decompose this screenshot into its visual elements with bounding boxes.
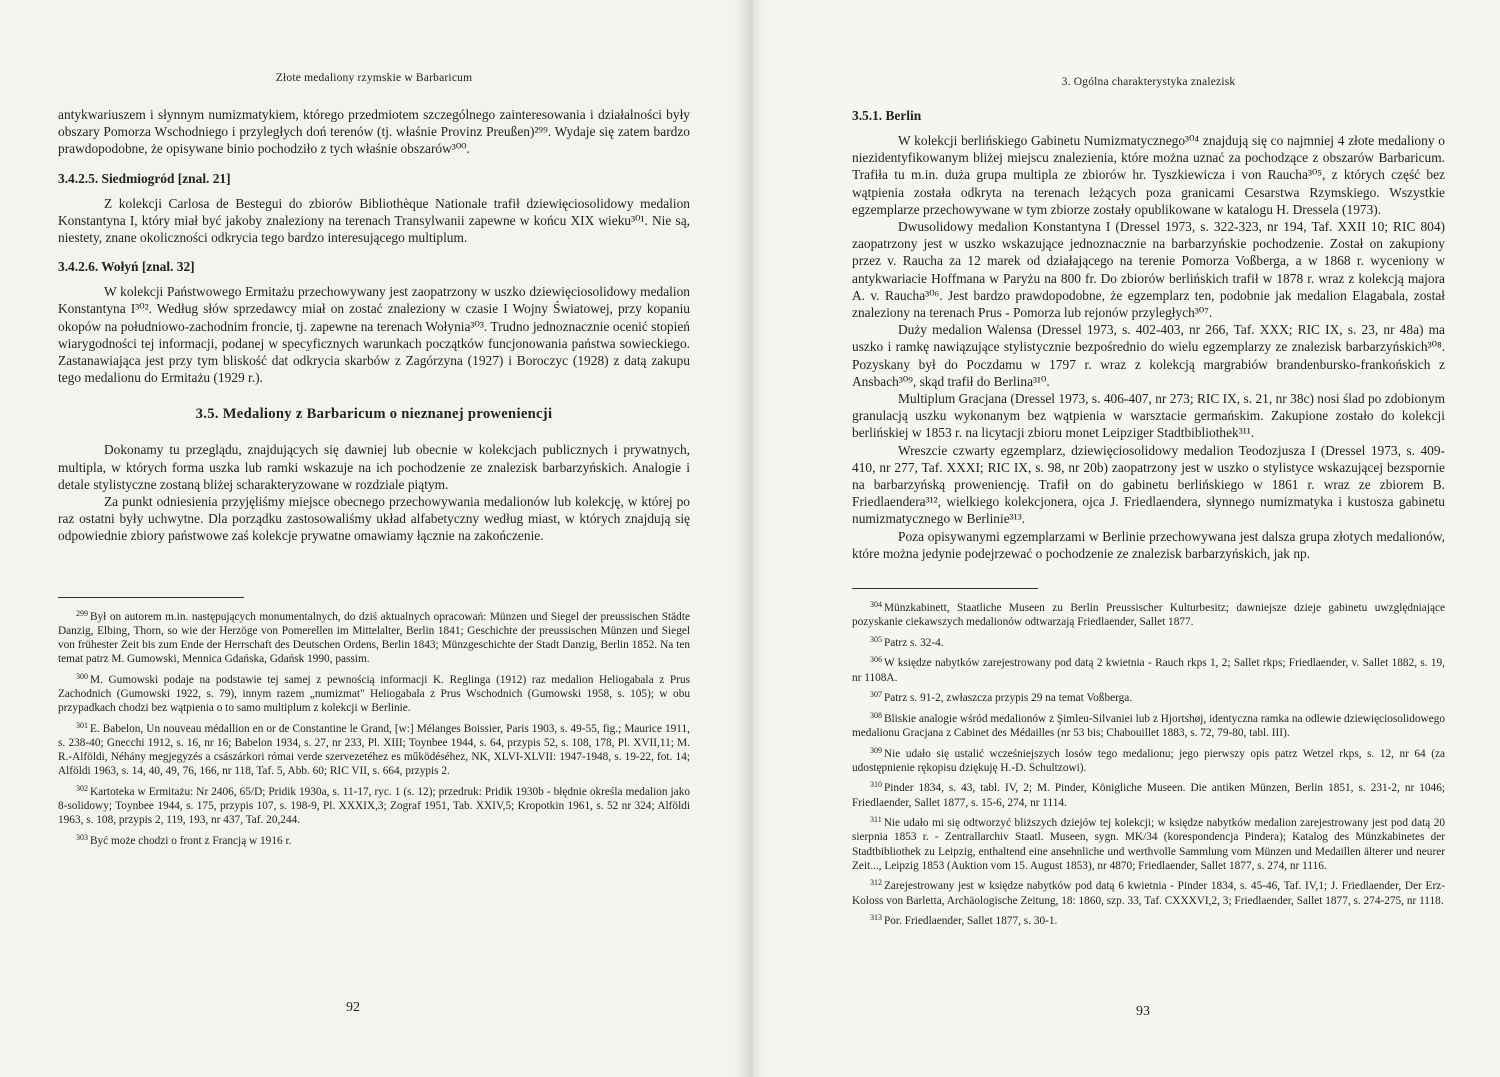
left-chapter-heading: 3.5. Medaliony z Barbaricum o nieznanej proweniencji: [195, 406, 553, 423]
left-heading-siedmiogrod: 3.4.2.5. Siedmiogród [znal. 21]: [58, 170, 231, 186]
page-number-right: 93: [1136, 1004, 1150, 1019]
left-heading-wolyn: 3.4.2.6. Wołyń [znal. 32]: [58, 259, 195, 275]
right-paragraph-1: W kolekcji berlińskiego Gabinetu Numizmatycznego³⁰⁴ znajdują się co najmniej 4 złote medaliony o niezidentyfikowanym bliżej miejscu znalezienia, które można uznać za pochodzące z obszarów Barbaricum. Trafiła tu m.in. duża grupa multipla ze zbiorów hr. Tyszkiewicza i von Raucha³⁰⁵, z których część bez wątpienia została odkryta na terenach leżących poza granicami Cesarstwa Rzymskiego. Wszystkie egzemplarze przechowywane w tym zbiorze zostały opublikowane w katalogu H. Dressela (1973).: [852, 133, 1445, 217]
left-paragraph-1: antykwariuszem i słynnym numizmatykiem, którego przedmiotem szczególnego zainteresowania i działalności były obszary Pomorza Wschodniego i przyległych doń terenów (tj. właśnie Provinz Preußen)²⁹⁹. Wydaje się zatem bardzo prawdopodobne, że opisywane binio pochodziło z tych właśnie obszarów³⁰⁰.: [58, 107, 690, 157]
right-paragraph-2: Dwusolidowy medalion Konstantyna I (Dressel 1973, s. 322-323, nr 194, Taf. XXII 10; RIC 804) zaopatrzony jest w uszko wskazujące jednoznacznie na barbarzyńskie pochodzenie. Został on zakupiony przez v. Raucha za 12 marek od działającego na terenie Pomorza Voßberga, a w 1868 r. wyceniony w antykwariacie Hoffmana w Paryżu na 800 fr. Do zbiorów berlińskich trafił w 1878 r. wraz z kolekcją majora A. v. Raucha³⁰⁶. Jest bardzo prawdopodobne, że egzemplarz ten, podobnie jak medalion Elagabala, został znaleziony na terenach Prus - Pomorza lub rejonów przyległych³⁰⁷.: [852, 219, 1445, 321]
page-number-left: 92: [346, 1000, 360, 1015]
book-gutter: [735, 0, 767, 1077]
footnote: $^{300}$ M. Gumowski podaje na podstawie tej samej z pewnością informacji K. Reglinga (1912) raz medalion Heliogabala z Prus Zachodnich (Gumowski 1922, s. 79), innym razem „numizmat" Heliogabala z Prus Wschodnich (Gumowski 1958, s. 105); w obu przypadkach chodzi bez wątpienia o to samo multiplum z kolekcji w Berlinie.: [58, 671, 690, 715]
footnote: $^{308}$ Bliskie analogie wśród medalionów z Şimleu-Silvaniei lub z Hjortshøj, identyczna ramka na odlewie dziewięciosolidowego medalionu Gracjana z Cabinet des Médailles (nr 53 bis; Chabouillet 1883, s. 72, 79-80, tabl. III).: [852, 710, 1445, 740]
left-paragraph-3: W kolekcji Państwowego Ermitażu przechowywany jest zaopatrzony w uszko dziewięciosolidowy medalion Konstantyna I³⁰². Według słów sprzedawcy miał on zostać znaleziony w czasie I Wojny Światowej, przy kopaniu okopów na południowo-zachodnim froncie, tj. zapewne na terenach Wołynia³⁰³. Trudno jednoznacznie ocenić stopień wiarygodności tej informacji, podanej w specyficznych warunkach początków funcjonowania państwa sowieckiego. Zastanawiająca jest przy tym bliskość dat odkrycia skarbów z Zagórzyna (1927) i Boroczyc (1928) z datą zakupu tego medalionu do Ermitażu (1929 r.).: [58, 284, 690, 386]
footnote: $^{310}$ Pinder 1834, s. 43, tabl. IV, 2; M. Pinder, Königliche Museen. Die antiken Münzen, Berlin 1851, s. 231-2, nr 1046; Friedlaender, Sallet 1877, s. 15-6, 274, nr 1114.: [852, 780, 1445, 809]
right-paragraph-5: Wreszcie czwarty egzemplarz, dziewięciosolidowy medalion Teodozjusza I (Dressel 1973, s. 409-410, nr 277, Taf. XXXI; RIC IX, s. 98, nr 20b) zaopatrzony jest w uszko o stylistyce wskazującej bezspornie na barbarzyńską proweniencję. Trafił on do gabinetu berlińskiego w 1861 r. wraz ze zbiorem B. Friedlaendera³¹², wielkiego kolekcjonera, ojca J. Friedlaendera, słynnego numizmatyka i kustosza gabinetu numizmatycznego w Berlinie³¹³.: [852, 442, 1445, 527]
right-paragraph-6: Poza opisywanymi egzemplarzami w Berlinie przechowywana jest dalsza grupa złotych medalionów, które można jedynie podejrzewać o pochodzenie ze znalezisk barbarzyńskich, jak np.: [852, 528, 1445, 561]
footnote-rule: [58, 597, 244, 598]
footnote: $^{309}$ Nie udało się ustalić wcześniejszych losów tego medalionu; jego pierwszy opis patrz Wetzel rkps, s. 12, nr 64 (za udostępnienie rękopisu dziękuję H.-D. Schultzowi).: [852, 745, 1445, 774]
footnote: $^{302}$ Kartoteka w Ermitażu: Nr 2406, 65/D; Pridik 1930a, s. 11-17, ryc. 1 (s. 12); przedruk: Pridik 1930b - błędnie określa medalion jako 8-solidowy; Toynbee 1944, s. 175, przypis 107, s. 198-9, Pl. XXXIX,3; Zograf 1951, Tab. XXIV,5; Kropotkin 1961, s. 52 nr 324; Alföldi 1963, s. 108, przypis 2, 119, 193, nr 437, Taf. 20,244.: [58, 784, 690, 827]
right-paragraph-4: Multiplum Gracjana (Dressel 1973, s. 406-407, nr 273; RIC IX, s. 21, nr 38c) nosi ślad po zdobionym granulacją uszku wykonanym bez wątpienia w warsztacie germańskim. Zakupione zostało do kolekcji berlińskiej w 1853 r. na licytacji zbioru monet Leipziger Stadtbibliothek³¹¹.: [852, 391, 1445, 441]
right-heading-berlin: 3.5.1. Berlin: [852, 108, 922, 123]
left-paragraph-5: Za punkt odniesienia przyjęliśmy miejsce obecnego przechowywania medalionów lub kolekcję, w której po raz ostatni były uchwytne. Dla porządku zastosowaliśmy układ alfabetyczny według miast, w których znajdują się odpowiednie zbiory państwowe zaś kolekcje prywatne omawiamy łącznie na zakończenie.: [58, 494, 690, 544]
left-footnotes: [58, 607, 690, 849]
footnote: $^{303}$ Być może chodzi o front z Francją w 1916 r.: [76, 833, 292, 848]
footnote: $^{305}$ Patrz s. 32-4.: [870, 634, 944, 649]
footnote: $^{301}$ E. Babelon, Un nouveau médallion en or de Constantine le Grand, [w:] Mélanges Boissier, Paris 1903, s. 49-55, fig.; Maurice 1911, s. 238-40; Gnecchi 1912, s. 16, nr 16; Babelon 1934, s. 27, nr 233, Pl. XIII; Toynbee 1944, s. 64, przypis 52, s. 108, 178, Pl. XVII,11; M. R.-Alföldi, Néhány megjegyzés a császárkori római verde szervezetéhez es működéséhez, NK, XLVI-XLVII: 1947-1948, s. 19-22, fot. 14; Alföldi 1963, s. 14, 40, 49, 76, 166, nr 118, Taf. 5, Abb. 60; RIC VII, s. 664, przypis 2.: [58, 720, 690, 778]
left-paragraph-2: Z kolekcji Carlosa de Bestegui do zbiorów Bibliothèque Nationale trafił dziewięciosolidowy medalion Konstantyna I, który miał być jakoby znaleziony na terenach Transylwanii zapewne w końcu XIX wieku³⁰¹. Nie są, niestety, znane okoliczności odkrycia tego bardzo interesującego multiplum.: [58, 195, 690, 246]
footnote-rule: [852, 588, 1038, 589]
footnote: $^{311}$ Nie udało mi się odtworzyć bliższych dziejów tej kolekcji; w księdze nabytków medalion zarejestrowany jest pod datą 20 sierpnia 1853 r. - Zentrallarchiv Staatl. Museen, sygn. MK/34 (korespondencja Pindera); Katalog des Münzkabinetes der Stadtbibliothek zu Leipzig, enthaltend eine ansehnliche und werthvolle Sammlung vom Münzen und Medaillen älterer und neurer Zeit..., Leipzig 1853 (Auktion vom 15. August 1853), nr 4870; Friedlaender, Sallet 1877, s. 274, nr 1116.: [852, 815, 1445, 872]
footnote: $^{312}$ Zarejestrowany jest w księdze nabytków pod datą 6 kwietnia - Pinder 1834, s. 45-46, Taf. IV,1; J. Friedlaender, Der Erz-Koloss von Barletta, Archäologische Zeitung, 18: 1860, szp. 33, Taf. CXXXVI,2, 3; Friedlaender, Sallet 1877, s. 274-275, nr 1118.: [852, 878, 1445, 907]
left-paragraph-4: Dokonamy tu przeglądu, znajdujących się dawniej lub obecnie w kolekcjach publicznych i prywatnych, multipla, w których forma uszka lub ramki wskazuje na ich pochodzenie ze znalezisk barbarzyńskich. Analogie i detale stylistyczne zostaną bliżej scharakteryzowane w rozdziale piątym.: [58, 442, 690, 492]
right-footnotes: [852, 598, 1445, 928]
footnote: $^{306}$ W księdze nabytków zarejestrowany pod datą 2 kwietnia - Rauch rkps 1, 2; Sallet rkps; Friedlaender, v. Sallet 1882, s. 19, nr 1108A.: [852, 655, 1445, 684]
footnote: $^{304}$ Münzkabinett, Staatliche Museen zu Berlin Preussischer Kulturbesitz; dawniejsze dzieje gabinetu uwzględniające pozyskanie ciekawszych medalionów odtwarzają Friedlaender, Sallet 1877.: [852, 600, 1445, 629]
footnote: $^{307}$ Patrz s. 91-2, zwłaszcza przypis 29 na temat Voßberga.: [870, 690, 1133, 705]
left-running-head: Złote medaliony rzymskie w Barbaricum: [275, 72, 473, 84]
right-running-head: 3. Ogólna charakterystyka znalezisk: [1061, 76, 1236, 88]
right-page: [750, 0, 1500, 1077]
footnote: $^{299}$ Był on autorem m.in. następujących monumentalnych, do dziś aktualnych opracowań: Münzen und Siegel der preussischen Städte Danzig, Elbing, Thorn, so wie der Herzöge von Pomerellen im Mittelalter, Berlin 1841; Geschichte der preussischen Münzen und Siegel von frühester Zeit bis zum Ende der Herrschaft des Deutschen Ordens, Berlin 1843; Münzgeschichte der Stadt Danzig, Berlin 1852. Na ten temat patrz M. Gumowski, Mennica Gdańska, Gdańsk 1990, passim.: [58, 608, 690, 666]
footnote: $^{313}$ Por. Friedlaender, Sallet 1877, s. 30-1.: [870, 913, 1058, 928]
right-paragraph-3: Duży medalion Walensa (Dressel 1973, s. 402-403, nr 266, Taf. XXX; RIC IX, s. 23, nr 48a) ma uszko i ramkę nawiązujące stylistycznie bezpośrednio do wielu egzemplarzy ze znalezisk barbarzyńskich³⁰⁸. Pozyskany był do Poczdamu w 1797 r. wraz z kolekcją margrabiów brandenbursko-frankońskich z Ansbach³⁰⁹, skąd trafił do Berlina³¹⁰.: [852, 322, 1445, 389]
